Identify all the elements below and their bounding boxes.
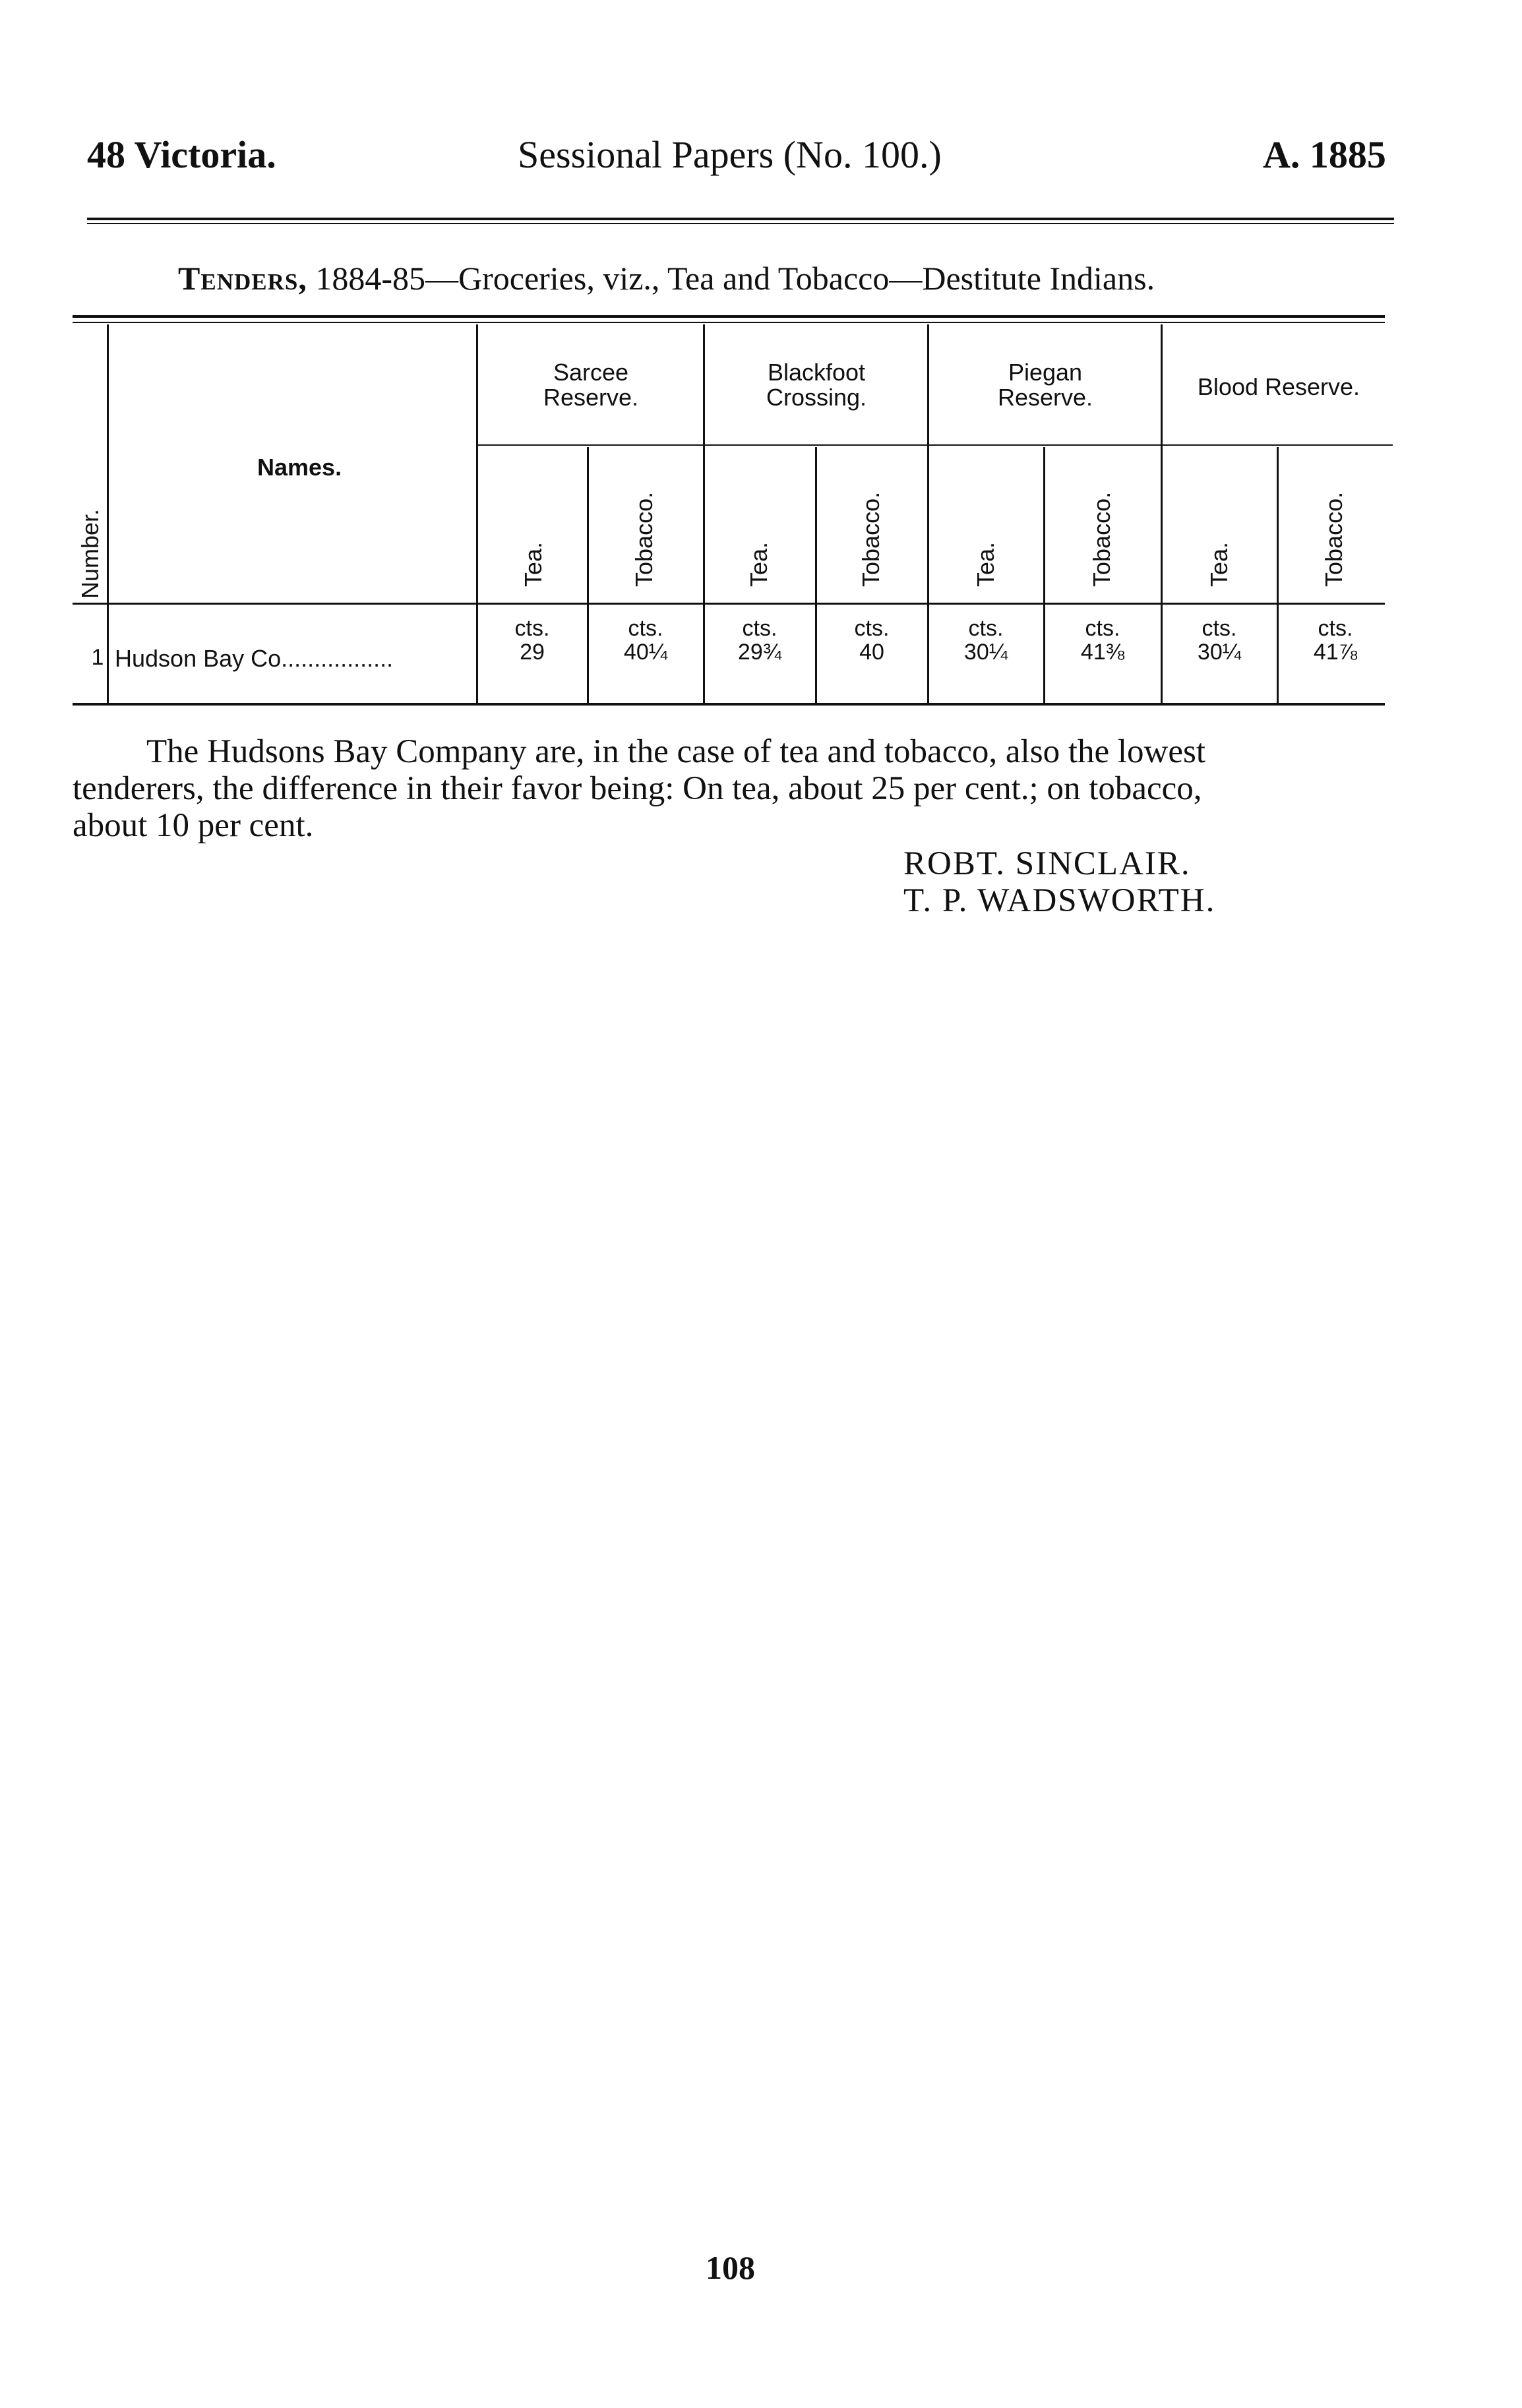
table-title-prefix: Tenders,: [178, 260, 307, 297]
cell-piegan-tobacco: cts. 41⅜: [1080, 616, 1125, 665]
group-sarcee-reserve: Sarcee Reserve.: [543, 359, 639, 411]
group-header-rule: [476, 444, 1393, 446]
table-bottom-rule: [73, 703, 1385, 706]
subheader-piegan-tea: Tea.: [972, 541, 999, 587]
subheader-sarcee-tea: Tea.: [520, 541, 547, 587]
subheader-blood-tea: Tea.: [1205, 541, 1233, 587]
vline-sarcee-mid: [587, 447, 589, 703]
row-name: Hudson Bay Co.................: [115, 645, 394, 672]
signature-sinclair: ROBT. SINCLAIR.: [903, 845, 1191, 882]
group-blackfoot-crossing: Blackfoot Crossing.: [766, 359, 867, 411]
page-number: 108: [706, 2249, 755, 2286]
table-top-rule-thin: [73, 322, 1385, 323]
vline-piegan: [1161, 324, 1163, 703]
subheader-sarcee-tobacco: Tobacco.: [630, 491, 657, 587]
table-title-rest: 1884-85—Groceries, viz., Tea and Tobacco—Destitute Indians.: [307, 260, 1155, 297]
cell-blood-tobacco: cts. 41⅞: [1313, 616, 1358, 665]
subheader-piegan-tobacco: Tobacco.: [1088, 491, 1115, 587]
names-header: Names.: [257, 454, 342, 481]
body-line-3: about 10 per cent.: [73, 807, 314, 844]
header-year: A. 1885: [1263, 133, 1386, 176]
subheader-blackfoot-tobacco: Tobacco.: [857, 491, 884, 587]
header-rule-bottom: [87, 223, 1394, 224]
vline-blackfoot: [927, 324, 929, 703]
group-blood-reserve: Blood Reserve.: [1197, 373, 1360, 400]
subheader-blood-tobacco: Tobacco.: [1320, 491, 1347, 587]
vline-blackfoot-mid: [815, 447, 817, 703]
vline-number: [107, 324, 109, 703]
cell-piegan-tea: cts. 30¼: [963, 616, 1008, 665]
cell-sarcee-tea: cts. 29: [514, 616, 550, 665]
tenders-table: [73, 315, 1391, 706]
vline-names: [476, 324, 478, 703]
vline-blood-mid: [1277, 447, 1279, 703]
body-line-2: tenderers, the difference in their favor being: On tea, about 25 per cent.; on tobacco,: [73, 770, 1202, 807]
vline-sarcee: [703, 324, 705, 703]
header-bottom-rule: [73, 603, 1385, 605]
row-number: 1: [91, 645, 104, 670]
cell-blood-tea: cts. 30¼: [1197, 616, 1242, 665]
vline-piegan-mid: [1043, 447, 1045, 703]
cell-blackfoot-tobacco: cts. 40: [854, 616, 890, 665]
table-top-rule: [73, 315, 1385, 318]
signature-wadsworth: T. P. WADSWORTH.: [903, 882, 1216, 919]
header-title: Sessional Papers (No. 100.): [518, 133, 942, 176]
number-header: Number.: [76, 508, 104, 599]
cell-sarcee-tobacco: cts. 40¼: [623, 616, 668, 665]
table-title: [178, 262, 1155, 295]
header-volume: 48 Victoria.: [87, 133, 276, 176]
header-rule-top: [87, 218, 1394, 220]
body-line-1: The Hudsons Bay Company are, in the case of tea and tobacco, also the lowest: [146, 733, 1206, 770]
cell-blackfoot-tea: cts. 29¾: [737, 616, 782, 665]
group-piegan-reserve: Piegan Reserve.: [997, 359, 1093, 411]
subheader-blackfoot-tea: Tea.: [745, 541, 772, 587]
